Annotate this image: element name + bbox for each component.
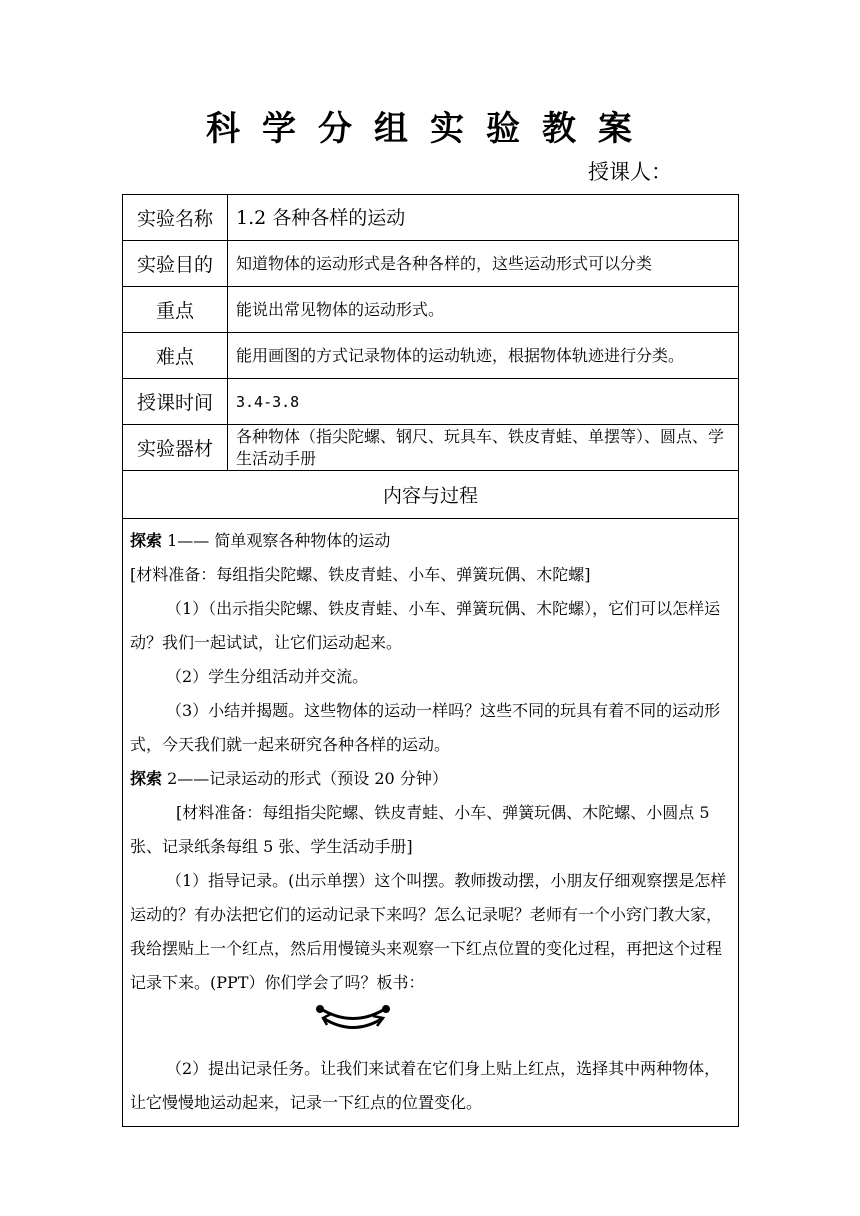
row-equipment: [123, 425, 739, 471]
explore1-paragraph-1: （1）（出示指尖陀螺、铁皮青蛙、小车、弹簧玩偶、木陀螺），它们可以怎样运动？我们一起试试，让它们运动起来。: [130, 599, 721, 652]
explore2-materials: [材料准备：每组指尖陀螺、铁皮青蛙、小车、弹簧玩偶、木陀螺、小圆点 5 张、记录纸条每组 5 张、学生活动手册]: [130, 803, 710, 856]
explore2-title: 2——记录运动的形式（预设 20 分钟）: [162, 769, 448, 788]
explore1-label: 探索: [130, 531, 163, 550]
explore1-paragraph-2: （2）学生分组活动并交流。: [166, 667, 369, 686]
value-key-point: 能说出常见物体的运动形式。: [228, 287, 739, 333]
row-difficulty: [123, 333, 739, 379]
pendulum-arc-icon: [313, 1004, 393, 1048]
explore1-materials: [材料准备：每组指尖陀螺、铁皮青蛙、小车、弹簧玩偶、木陀螺]: [130, 565, 591, 584]
explore1-paragraph-3: （3）小结并揭题。这些物体的运动一样吗？这些不同的玩具有着不同的运动形式，今天我们就一起来研究各种各样的运动。: [130, 701, 721, 754]
row-content: [123, 519, 739, 1127]
row-class-time: [123, 379, 739, 425]
content-cell: [123, 519, 739, 1127]
label-equipment: 实验器材: [123, 425, 228, 471]
pendulum-trajectory-diagram: [130, 1000, 731, 1052]
lesson-plan-table: [122, 194, 739, 1127]
value-difficulty: 能用画图的方式记录物体的运动轨迹，根据物体轨迹进行分类。: [228, 333, 739, 379]
teacher-label: 授课人：: [588, 160, 672, 184]
value-equipment: 各种物体（指尖陀螺、钢尺、玩具车、铁皮青蛙、单摆等）、圆点、学生活动手册: [228, 425, 739, 471]
row-experiment-purpose: [123, 241, 739, 287]
label-key-point: 重点: [123, 287, 228, 333]
explore2-heading: [130, 762, 731, 796]
explore2-label: 探索: [130, 769, 163, 788]
explore1-heading: [130, 524, 731, 558]
value-experiment-name: 1.2 各种各样的运动: [228, 195, 739, 241]
label-experiment-purpose: 实验目的: [123, 241, 228, 287]
explore1-title: 1—— 简单观察各种物体的运动: [162, 531, 391, 550]
explore2-paragraph-1: （1）指导记录。(出示单摆）这个叫摆。教师拨动摆，小朋友仔细观察摆是怎样运动的？有办法把它们的运动记录下来吗？怎么记录呢？老师有一个小窍门教大家，我给摆贴上一个红点，然后用慢镜头来观察一下红点位置的变化过程，再把这个过程记录下来。(PPT）你们学会了吗？板书：: [130, 871, 727, 992]
label-class-time: 授课时间: [123, 379, 228, 425]
section-title: 内容与过程: [123, 471, 739, 519]
row-key-point: [123, 287, 739, 333]
value-class-time: 3.4-3.8: [228, 379, 739, 425]
row-experiment-name: [123, 195, 739, 241]
label-difficulty: 难点: [123, 333, 228, 379]
row-section-header: [123, 471, 739, 519]
explore2-paragraph-2: （2）提出记录任务。让我们来试着在它们身上贴上红点，选择其中两种物体，让它慢慢地运动起来，记录一下红点的位置变化。: [130, 1059, 721, 1112]
value-experiment-purpose: 知道物体的运动形式是各种各样的，这些运动形式可以分类: [228, 241, 739, 287]
page-title: 科学分组实验教案: [206, 109, 654, 149]
label-experiment-name: 实验名称: [123, 195, 228, 241]
